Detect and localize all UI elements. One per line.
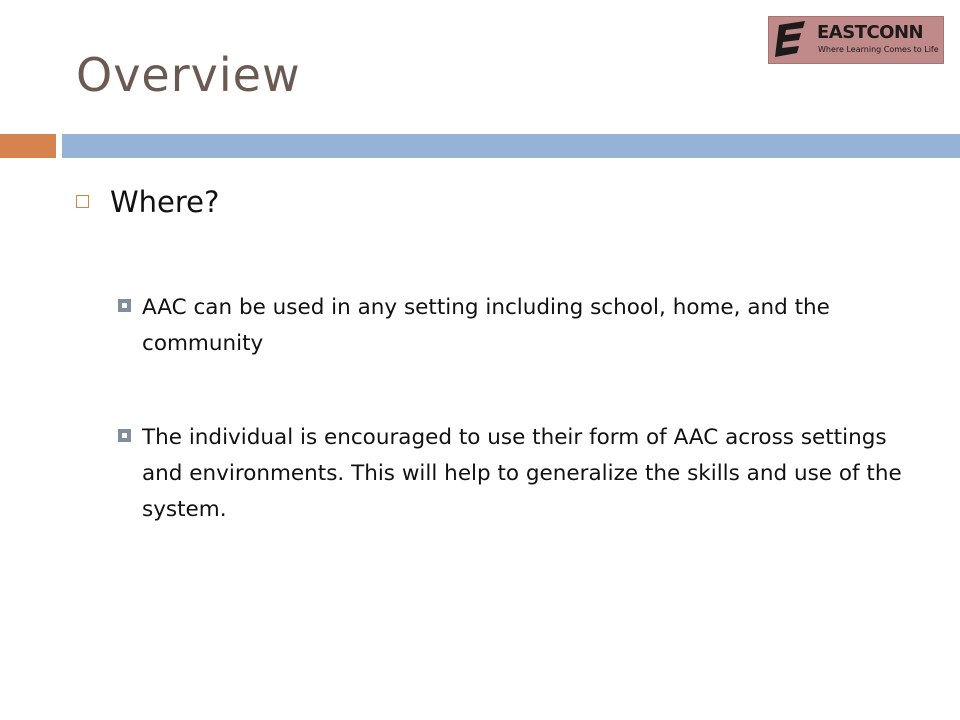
accent-bar-orange	[0, 134, 56, 158]
bullet-text: Where?	[110, 185, 220, 219]
eastconn-logo	[768, 16, 944, 64]
square-sub-bullet-icon	[118, 299, 131, 312]
sub-bullet-text: AAC can be used in any setting including school, home, and the community	[142, 295, 830, 356]
sub-bullet-text: The individual is encouraged to use their form of AAC across settings and environments. This will help to generalize the skills and use of the system.	[142, 425, 902, 522]
square-bullet-icon	[76, 195, 89, 208]
slide-title: Overview	[76, 48, 301, 102]
logo-name: EASTCONN	[817, 22, 924, 43]
accent-bar-blue	[62, 134, 960, 158]
logo-e-mark-icon	[769, 17, 813, 63]
square-sub-bullet-icon	[118, 429, 131, 442]
logo-tagline: Where Learning Comes to Life	[818, 45, 939, 54]
